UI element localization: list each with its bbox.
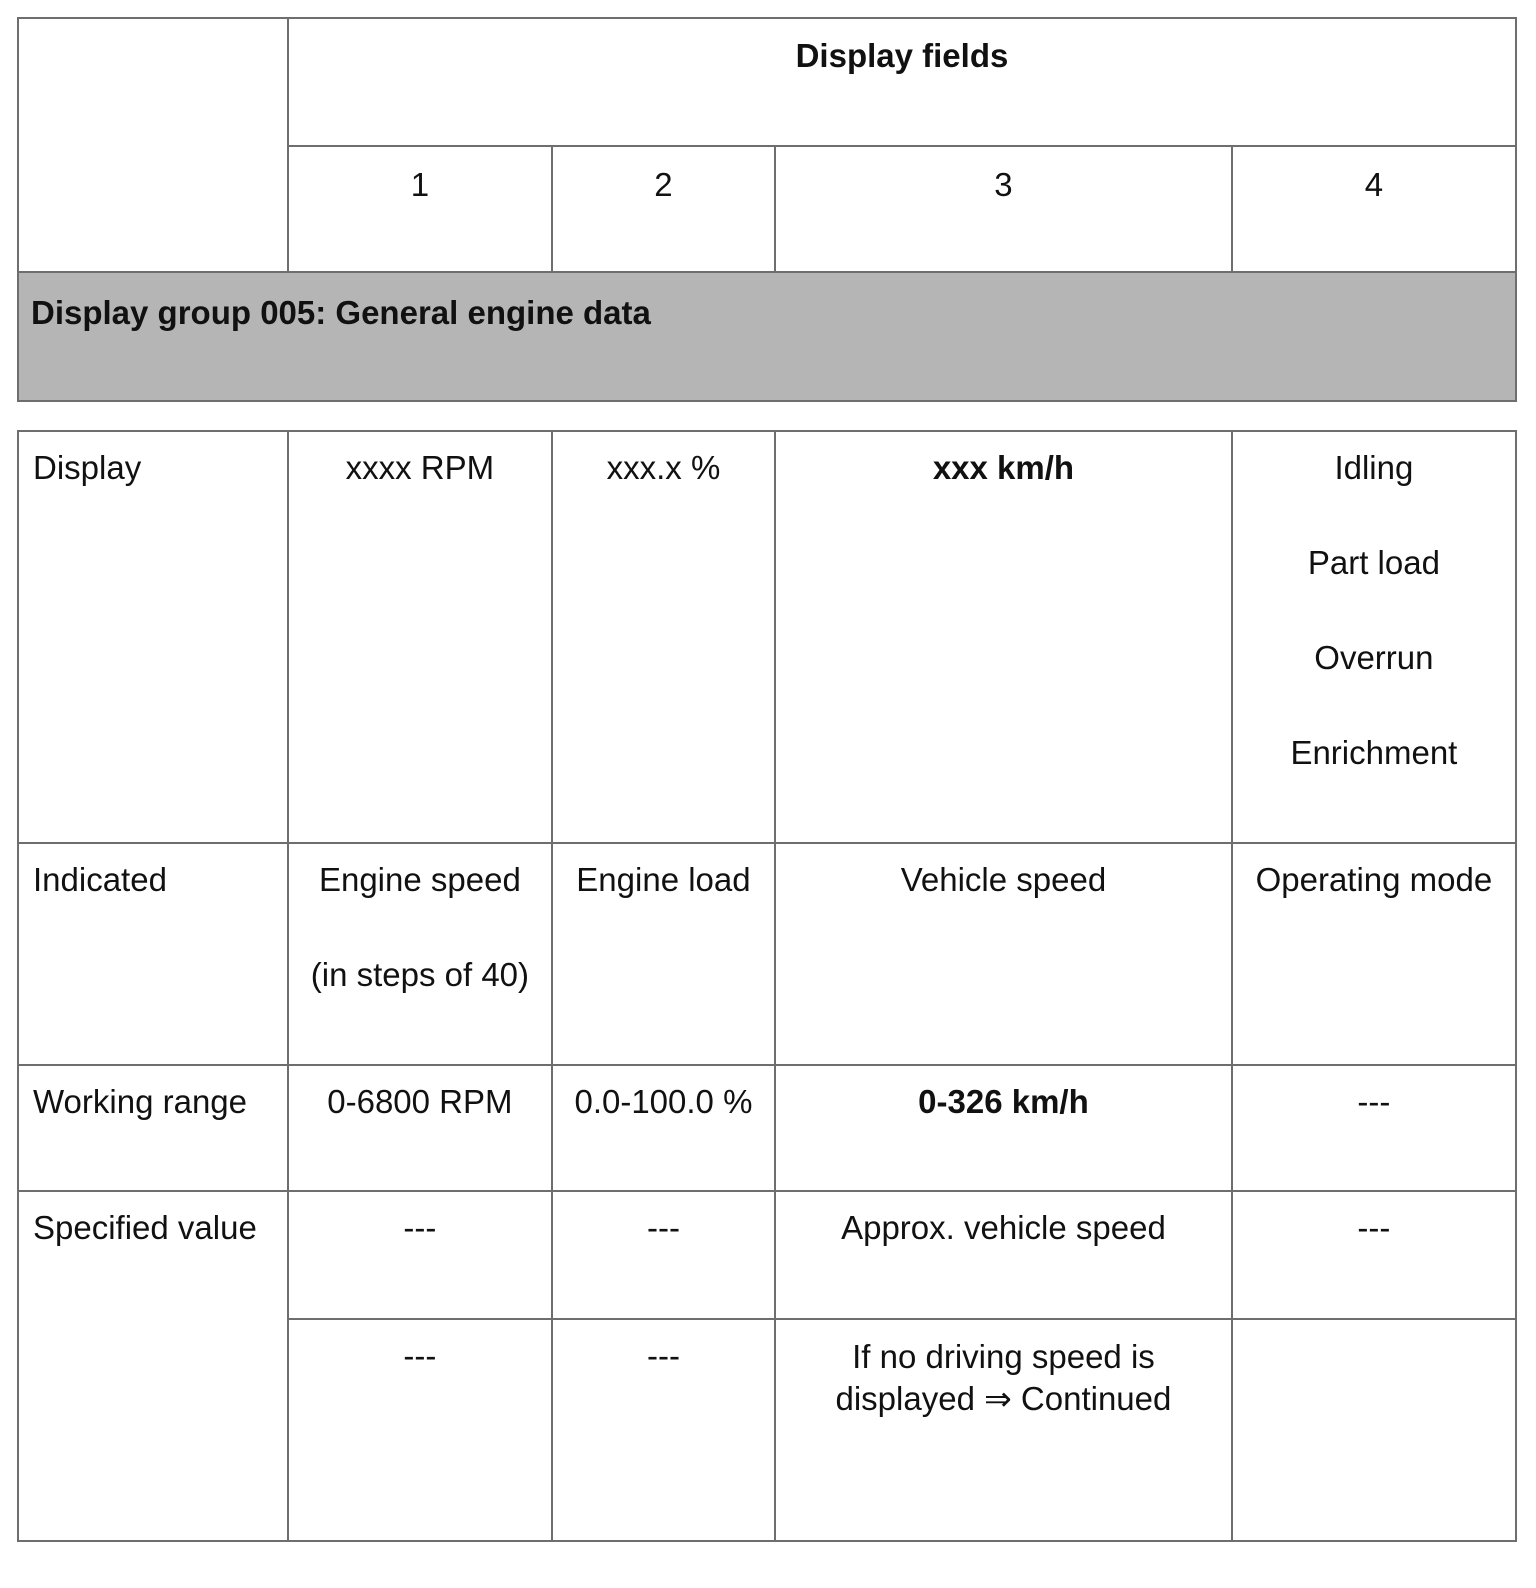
specified-row2-field-3 [775,1319,1232,1541]
working-range-field-1: 0-6800 RPM [288,1065,552,1191]
working-range-row [18,1065,1516,1191]
engine-speed-text: Engine speed [318,861,521,898]
indicated-field-1 [288,843,552,1065]
working-range-field-4: --- [1232,1065,1516,1191]
specified-row2-field-2: --- [552,1319,775,1541]
corner-cell [18,18,288,272]
working-range-field-3: 0-326 km/h [775,1065,1232,1191]
specified-value-label: Specified value [18,1191,288,1541]
specified-row1-field-1: --- [288,1191,552,1319]
header-row [18,18,1516,146]
engine-speed-steps: (in steps of 40) [310,956,530,993]
engine-data-table [17,17,1517,1542]
indicated-field-4: Operating mode [1232,843,1516,1065]
specified-value-row-1 [18,1191,1516,1319]
mode-enrichment: Enrichment [1290,734,1458,771]
indicated-row [18,843,1516,1065]
display-label: Display [18,431,288,843]
mode-part-load: Part load [1307,544,1440,581]
field-number-1: 1 [288,146,552,272]
specified-row2-field-4 [1232,1319,1516,1541]
field-number-3: 3 [775,146,1232,272]
no-speed-note-line2: displayed ⇒ Continued [835,1380,1172,1417]
display-row [18,431,1516,843]
specified-row1-field-3: Approx. vehicle speed [775,1191,1232,1319]
display-field-1: xxxx RPM [288,431,552,843]
indicated-label: Indicated [18,843,288,1065]
specified-row2-field-1: --- [288,1319,552,1541]
group-row [18,272,1516,401]
mode-overrun: Overrun [1314,639,1434,676]
no-speed-note-line1: If no driving speed is [852,1338,1155,1375]
working-range-field-2: 0.0-100.0 % [552,1065,775,1191]
specified-row1-field-4: --- [1232,1191,1516,1319]
indicated-field-3: Vehicle speed [775,843,1232,1065]
display-group-title: Display group 005: General engine data [18,272,1516,401]
specified-row1-field-2: --- [552,1191,775,1319]
display-field-3: xxx km/h [775,431,1232,843]
field-number-4: 4 [1232,146,1516,272]
gap-cell [18,401,1516,431]
mode-idling: Idling [1334,449,1414,486]
display-fields-header: Display fields [288,18,1516,146]
field-number-2: 2 [552,146,775,272]
display-field-4 [1232,431,1516,843]
group-gap [18,401,1516,431]
working-range-label: Working range [18,1065,288,1191]
indicated-field-2: Engine load [552,843,775,1065]
display-field-2: xxx.x % [552,431,775,843]
